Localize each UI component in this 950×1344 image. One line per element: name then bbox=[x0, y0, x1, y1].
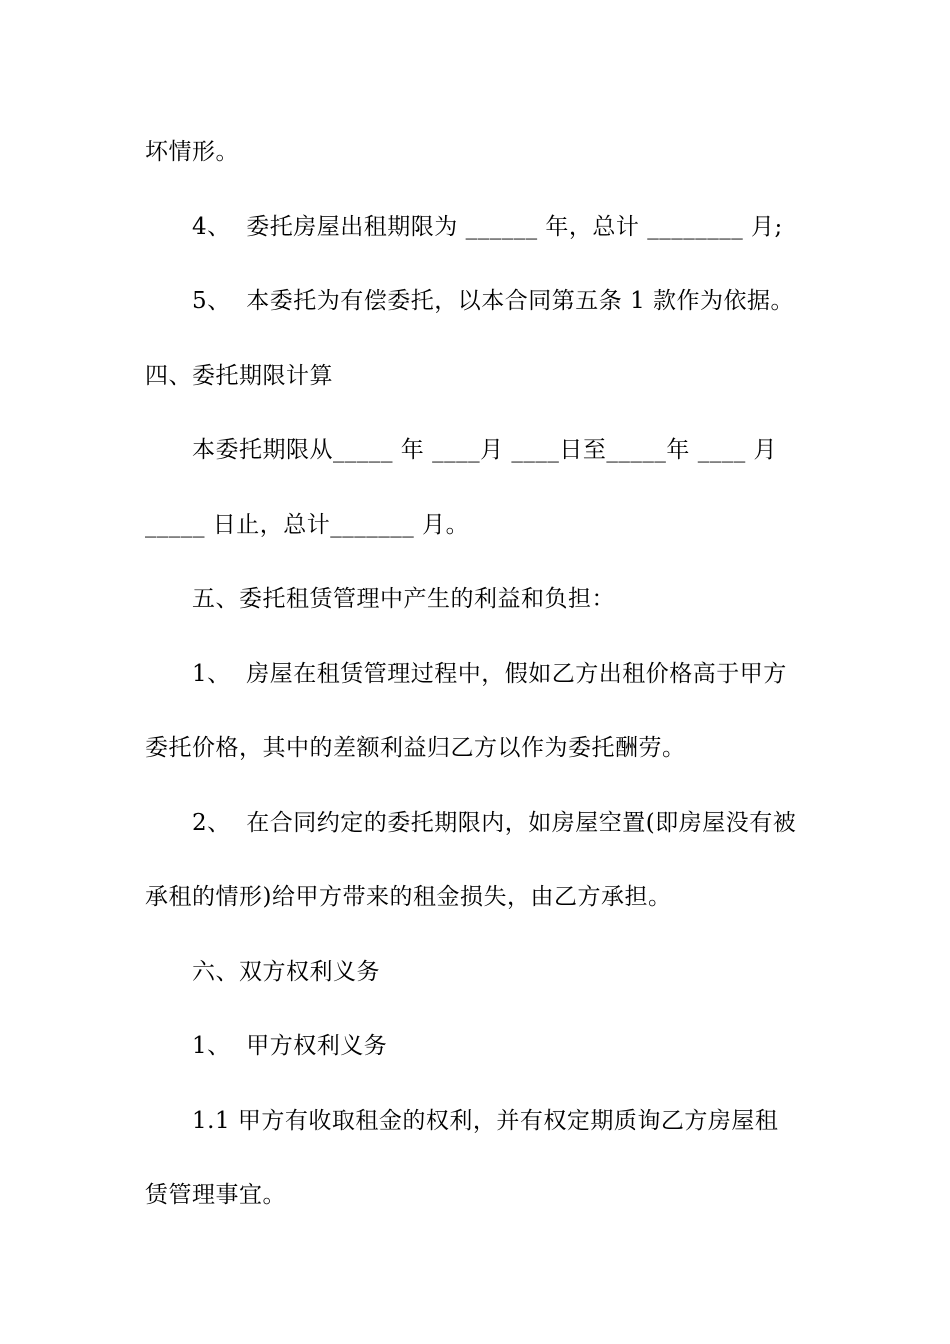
section-heading: 六、双方权利义务 bbox=[192, 959, 380, 985]
text-line: 承租的情形)给甲方带来的租金损失，由乙方承担。 bbox=[145, 884, 672, 910]
section-heading: 四、委托期限计算 bbox=[145, 363, 333, 389]
text-line: 赁管理事宜。 bbox=[145, 1182, 286, 1208]
text-line: 1、 房屋在租赁管理过程中，假如乙方出租价格高于甲方 bbox=[192, 661, 787, 687]
section-heading: 五、委托租赁管理中产生的利益和负担： bbox=[192, 586, 615, 612]
text-line: 5、 本委托为有偿委托，以本合同第五条 1 款作为依据。 bbox=[192, 288, 795, 314]
text-line: 2、 在合同约定的委托期限内，如房屋空置(即房屋没有被 bbox=[192, 810, 797, 836]
text-line: 委托价格，其中的差额利益归乙方以作为委托酬劳。 bbox=[145, 735, 686, 761]
text-line: 4、 委托房屋出租期限为 ______ 年，总计 ________ 月; bbox=[192, 214, 783, 240]
text-line: 坏情形。 bbox=[145, 139, 239, 165]
text-line: 1.1 甲方有收取租金的权利，并有权定期质询乙方房屋租 bbox=[192, 1108, 779, 1134]
text-line: 本委托期限从_____ 年 ____月 ____日至_____年 ____ 月 bbox=[192, 437, 778, 463]
subsection-heading: 1、 甲方权利义务 bbox=[192, 1033, 388, 1059]
text-line: _____ 日止，总计_______ 月。 bbox=[145, 512, 470, 538]
